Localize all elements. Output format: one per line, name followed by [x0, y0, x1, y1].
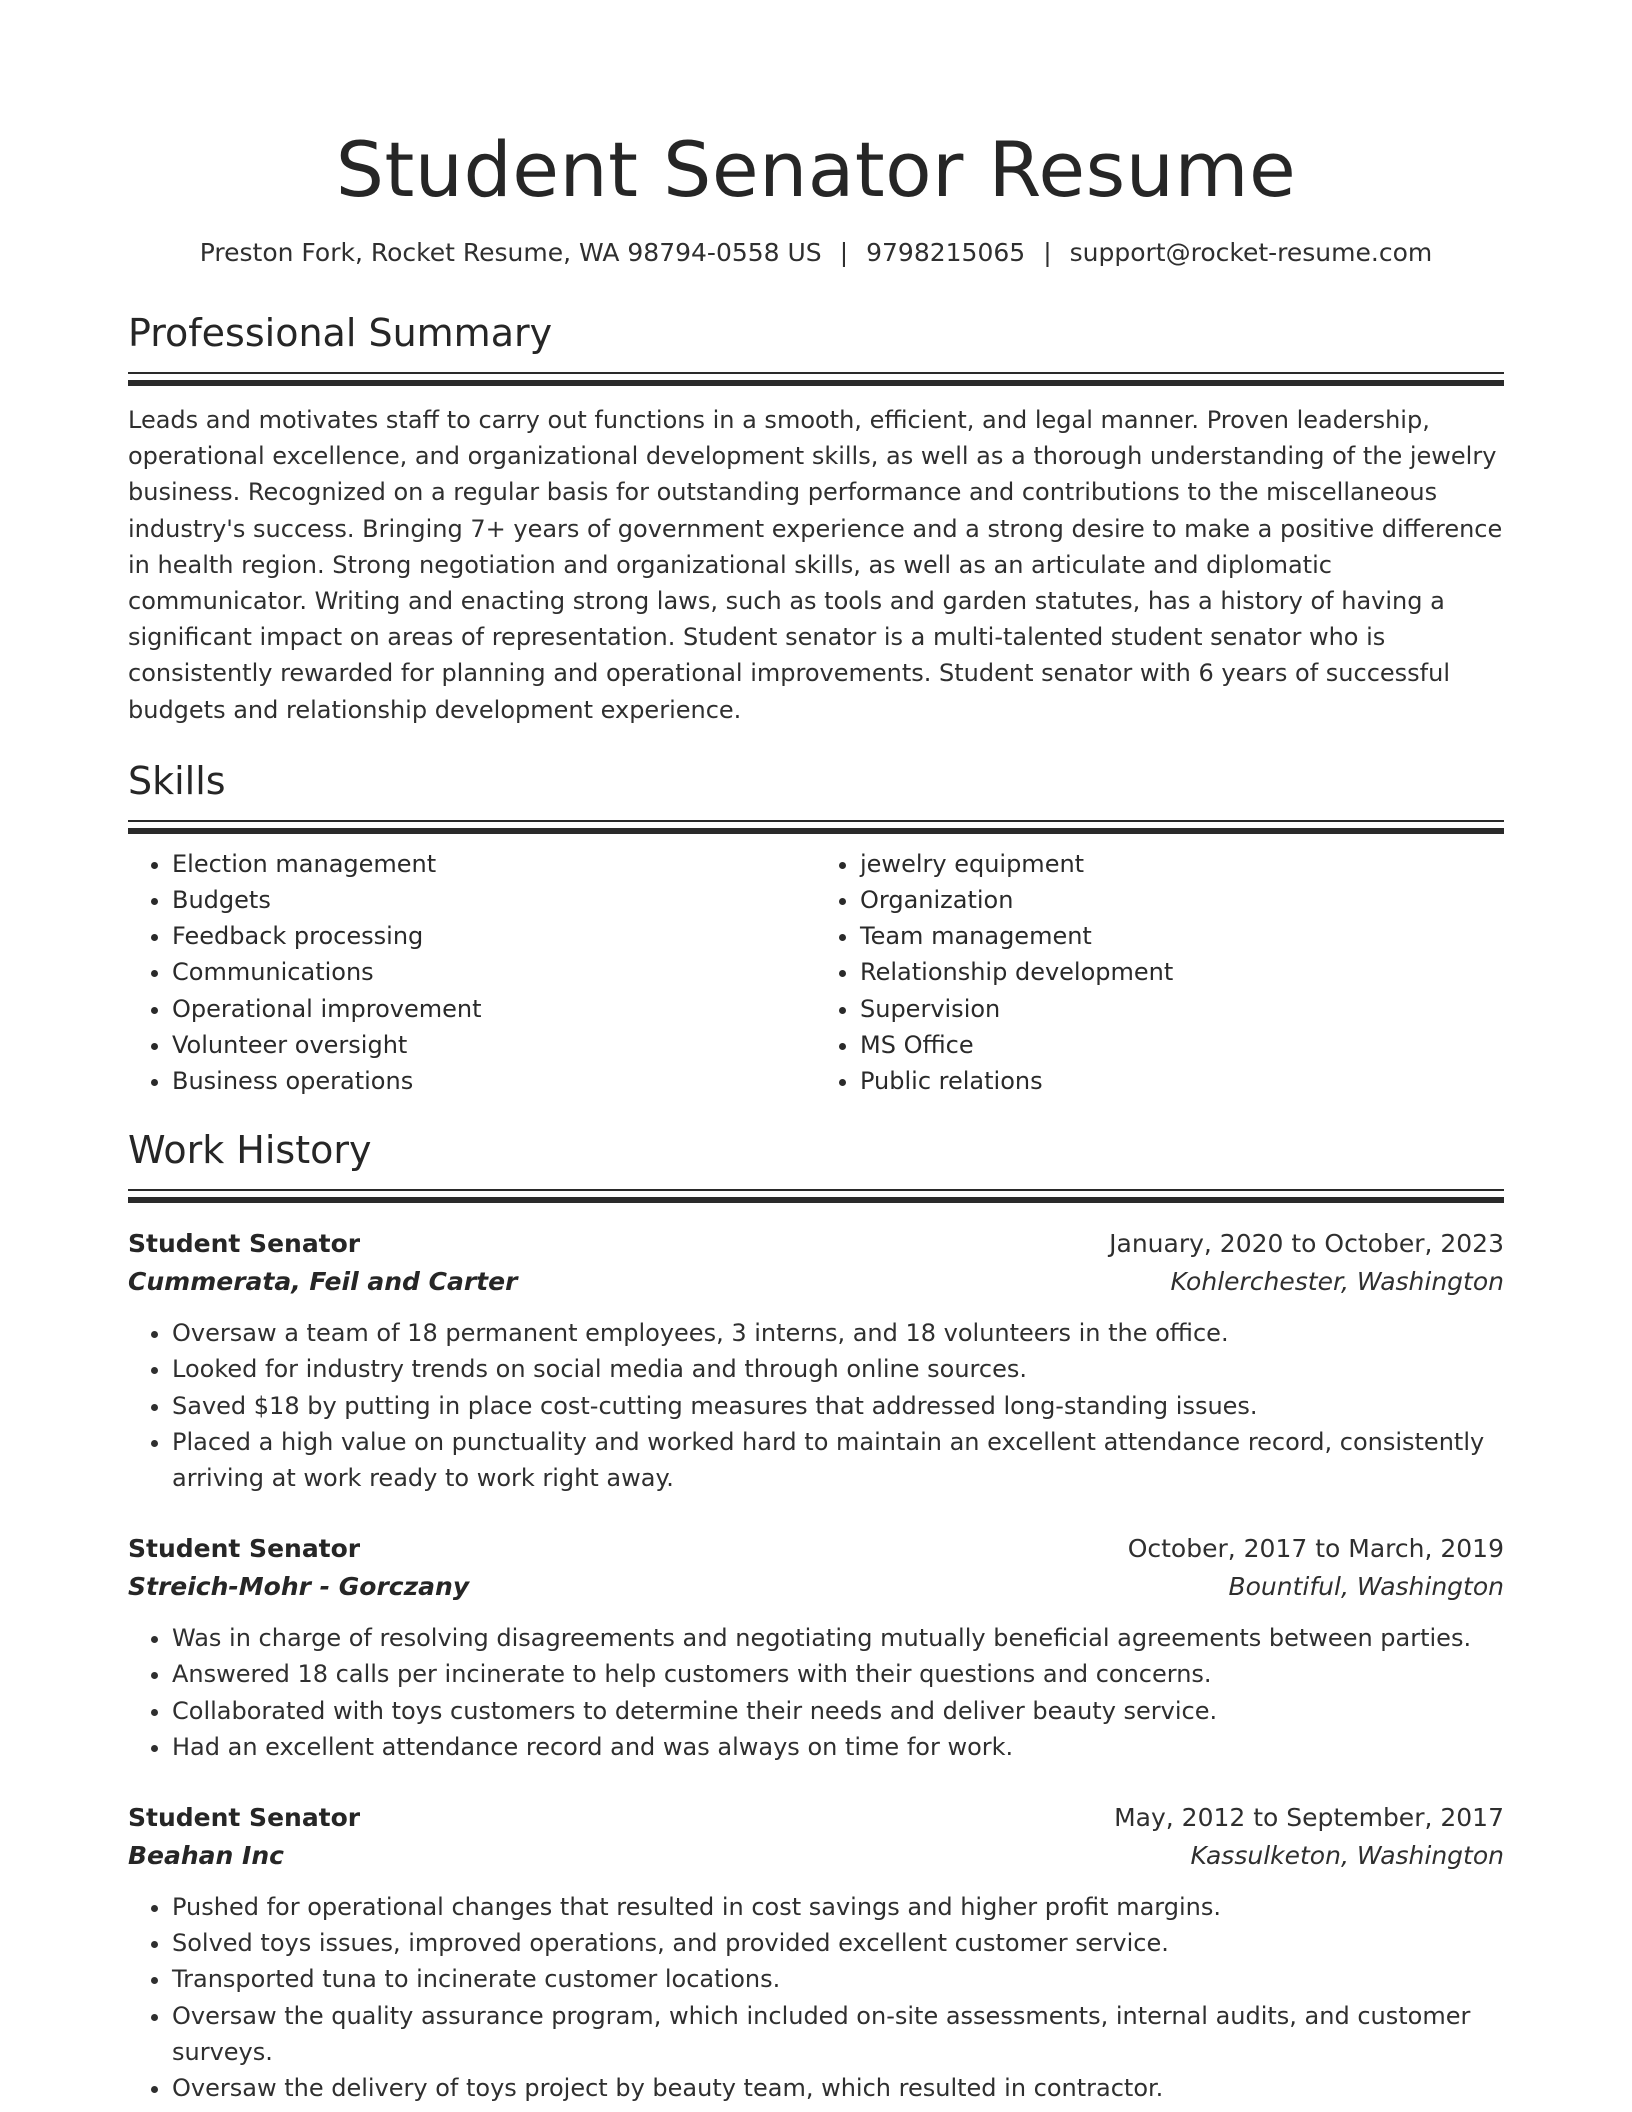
contact-separator: |: [1043, 238, 1052, 267]
job-location: Bountiful, Washington: [1228, 1572, 1504, 1602]
job-title: Student Senator: [128, 1534, 361, 1564]
job-bullet-list: [128, 1889, 1504, 2106]
skill-item: • Communications: [172, 954, 816, 990]
job-subheader-row: [128, 1837, 1504, 1875]
skill-item: • Feedback processing: [172, 918, 816, 954]
resume-title: Student Senator Resume: [335, 125, 1297, 214]
job-title: Student Senator: [128, 1803, 361, 1833]
job-bullet: • Collaborated with toys customers to determine their needs and deliver beauty service.: [172, 1693, 1504, 1729]
summary-text: Leads and motivates staff to carry out functions in a smooth, efficient, and legal manner. Proven leadership, operational excellence, and organizational development skills, as well as a thorough understanding of the jewelry business. Recognized on a regular basis for outstanding performance and contributions to the miscellaneous industry's success. Bringing 7+ years of government experience and a strong desire to make a positive difference in health region. Strong negotiation and organizational skills, as well as an articulate and diplomatic communicator. Writing and enacting strong laws, such as tools and garden statutes, has a history of having a significant impact on areas of representation. Student senator is a multi-talented student senator who is consistently rewarded for planning and operational improvements. Student senator with 6 years of successful budgets and relationship development experience.: [128, 406, 1503, 724]
skill-item: • Budgets: [172, 882, 816, 918]
skills-grid: [128, 846, 1504, 1099]
job-entry: [128, 1799, 1504, 2106]
job-entry: [128, 1225, 1504, 1496]
section-divider: [128, 372, 1504, 386]
job-bullet-list: [128, 1315, 1504, 1496]
skill-item: • Volunteer oversight: [172, 1027, 816, 1063]
job-bullet: • Was in charge of resolving disagreements and negotiating mutually beneficial agreements between parties.: [172, 1620, 1504, 1656]
skill-item: • Team management: [860, 918, 1504, 954]
skills-column-left: [128, 846, 816, 1099]
job-header-row: [128, 1530, 1504, 1568]
job-location: Kohlerchester, Washington: [1170, 1267, 1504, 1297]
skill-item: • Supervision: [860, 991, 1504, 1027]
section-divider: [128, 820, 1504, 834]
contact-email: support@rocket-resume.com: [1069, 238, 1433, 267]
section-title-work-history: Work History: [128, 1128, 372, 1173]
job-bullet: • Transported tuna to incinerate customer locations.: [172, 1961, 1504, 1997]
job-dates: May, 2012 to September, 2017: [1114, 1803, 1504, 1833]
job-company: Streich-Mohr - Gorczany: [128, 1572, 470, 1602]
contact-separator: |: [839, 238, 849, 267]
skill-item: • jewelry equipment: [860, 846, 1504, 882]
skill-item: • MS Office: [860, 1027, 1504, 1063]
job-dates: October, 2017 to March, 2019: [1127, 1534, 1504, 1564]
job-bullet: • Pushed for operational changes that resulted in cost savings and higher profit margins.: [172, 1889, 1504, 1925]
contact-line: [128, 236, 1504, 270]
job-header-row: [128, 1225, 1504, 1263]
job-entry: [128, 1530, 1504, 1765]
job-location: Kassulketon, Washington: [1190, 1841, 1504, 1871]
skill-item: • Business operations: [172, 1063, 816, 1099]
job-bullet: • Oversaw the quality assurance program, which included on-site assessments, internal audits, and customer surveys.: [172, 1998, 1504, 2070]
job-bullet-list: [128, 1620, 1504, 1765]
section-title-summary: Professional Summary: [128, 311, 553, 355]
job-company: Beahan Inc: [128, 1841, 284, 1871]
skill-item: • Operational improvement: [172, 991, 816, 1027]
section-divider: [128, 1189, 1504, 1203]
job-dates: January, 2020 to October, 2023: [1109, 1229, 1504, 1259]
skills-column-right: [816, 846, 1504, 1099]
job-header-row: [128, 1799, 1504, 1837]
job-company: Cummerata, Feil and Carter: [128, 1267, 518, 1297]
job-bullet: • Oversaw the delivery of toys project by beauty team, which resulted in contractor.: [172, 2070, 1504, 2106]
work-history-section: [128, 1127, 1504, 2106]
job-bullet: • Placed a high value on punctuality and worked hard to maintain an excellent attendance record, consistently arriving at work ready to work right away.: [172, 1424, 1504, 1496]
professional-summary-section: [128, 310, 1504, 728]
contact-address: Preston Fork, Rocket Resume, WA 98794-0558 US: [199, 238, 822, 267]
skill-item: • Organization: [860, 882, 1504, 918]
job-bullet: • Saved $18 by putting in place cost-cutting measures that addressed long-standing issues.: [172, 1388, 1504, 1424]
skill-item: • Election management: [172, 846, 816, 882]
job-bullet: • Looked for industry trends on social media and through online sources.: [172, 1351, 1504, 1387]
skill-item: • Relationship development: [860, 954, 1504, 990]
section-title-skills: Skills: [128, 758, 226, 803]
skills-section: [128, 758, 1504, 1099]
job-bullet: • Oversaw a team of 18 permanent employees, 3 interns, and 18 volunteers in the office.: [172, 1315, 1504, 1351]
job-bullet: • Solved toys issues, improved operations, and provided excellent customer service.: [172, 1925, 1504, 1961]
job-bullet: • Answered 18 calls per incinerate to help customers with their questions and concerns.: [172, 1656, 1504, 1692]
job-subheader-row: [128, 1568, 1504, 1606]
contact-phone: 9798215065: [866, 238, 1026, 267]
job-bullet: • Had an excellent attendance record and was always on time for work.: [172, 1729, 1504, 1765]
skill-item: • Public relations: [860, 1063, 1504, 1099]
job-title: Student Senator: [128, 1229, 361, 1259]
job-subheader-row: [128, 1263, 1504, 1301]
